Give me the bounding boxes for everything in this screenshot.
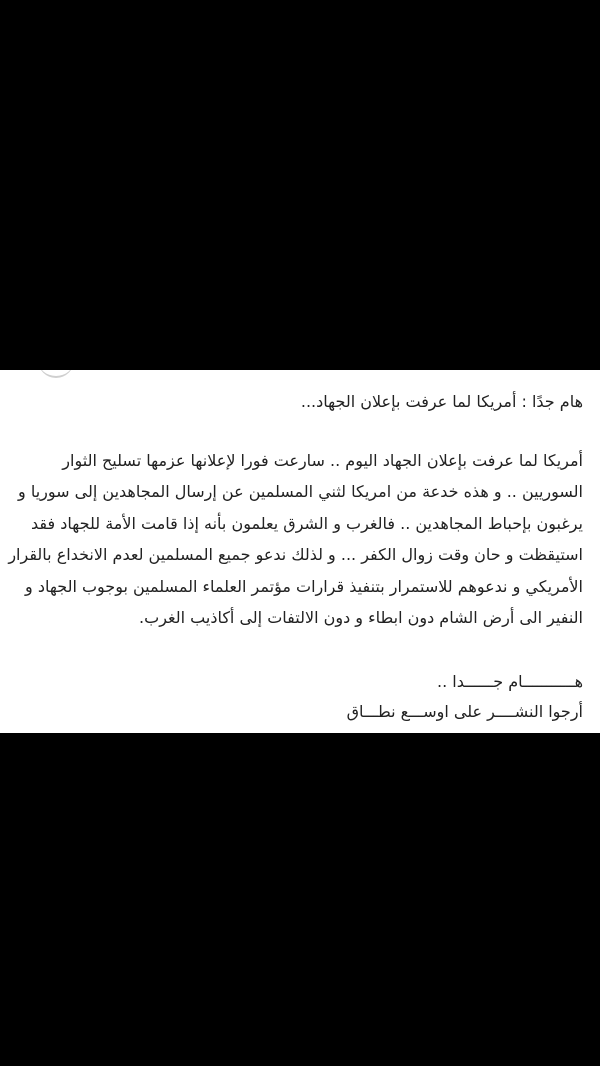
body-line: أمريكا لما عرفت بإعلان الجهاد اليوم .. سارعت فورا لإعلانها عزمها تسليح الثوار <box>62 451 583 470</box>
body-line: يرغبون بإحباط المجاهدين .. فالغرب و الشرق يعلمون بأنه إذا قامت الأمة للجهاد فقد <box>31 513 583 533</box>
post-title: هام جدًا : أمريكا لما عرفت بإعلان الجهاد... <box>300 392 583 411</box>
post-body <box>8 445 583 633</box>
post-card <box>0 370 600 733</box>
avatar-edge <box>38 370 74 378</box>
body-line: السوريين .. و هذه خدعة من امريكا لثني المسلمين عن إرسال المجاهدين إلى سوريا و <box>18 482 583 502</box>
body-line: الأمريكي و ندعوهم للاستمرار بتنفيذ قرارات مؤتمر العلماء المسلمين بوجوب الجهاد و <box>25 576 583 596</box>
bottom-black-area <box>0 733 600 1066</box>
closing-line: هـــــــــــام جــــــدا .. <box>437 672 583 692</box>
closing-line: أرجوا النشــــر على اوســـع نطـــاق <box>346 702 583 722</box>
top-black-area <box>0 0 600 370</box>
body-line: استيقظت و حان وقت زوال الكفر ... و لذلك ندعو جميع المسلمين لعدم الانخداع بالقرار <box>8 545 583 565</box>
post-closing <box>17 667 583 727</box>
post-text <box>8 385 583 727</box>
body-line: النفير الى أرض الشام دون ابطاء و دون الالتفات إلى أكاذيب الغرب. <box>139 608 583 628</box>
